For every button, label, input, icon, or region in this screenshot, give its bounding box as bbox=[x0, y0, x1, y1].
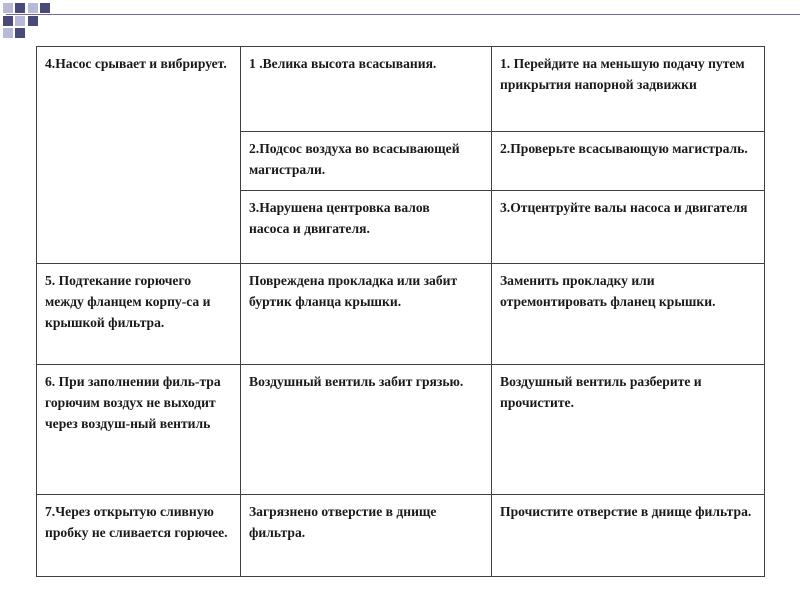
slide-decoration bbox=[0, 0, 800, 40]
table-row bbox=[37, 365, 765, 495]
table-cell-cause: 1 .Велика высота всасывания. bbox=[241, 47, 492, 132]
table-cell-fault: 4.Насос срывает и вибрирует. bbox=[37, 47, 241, 264]
decor-square bbox=[15, 16, 25, 26]
decor-square bbox=[28, 3, 38, 13]
decor-square bbox=[3, 3, 13, 13]
table-cell-remedy: 1. Перейдите на меньшую подачу путем прикрытия напорной задвижки bbox=[492, 47, 765, 132]
table-row bbox=[37, 264, 765, 365]
decor-square bbox=[15, 28, 25, 38]
table-cell-cause: Повреждена прокладка или забит буртик фланца крышки. bbox=[241, 264, 492, 365]
table-cell-remedy: Прочистите отверстие в днище фильтра. bbox=[492, 495, 765, 577]
table-cell-cause: 2.Подсос воздуха во всасывающей магистрали. bbox=[241, 132, 492, 191]
decor-square bbox=[40, 3, 50, 13]
decor-square bbox=[28, 16, 38, 26]
table-cell-fault: 5. Подтекание горючего между фланцем корпу-са и крышкой фильтра. bbox=[37, 264, 241, 365]
table-cell-remedy: 3.Отцентруйте валы насоса и двигателя bbox=[492, 191, 765, 264]
table-cell-fault: 6. При заполнении филь-тра горючим воздух не выходит через воздуш-ный вентиль bbox=[37, 365, 241, 495]
table-cell-cause: 3.Нарушена центровка валов насоса и двигателя. bbox=[241, 191, 492, 264]
table-cell-remedy: Заменить прокладку или отремонтировать фланец крышки. bbox=[492, 264, 765, 365]
decor-line bbox=[6, 14, 800, 15]
decor-square bbox=[3, 28, 13, 38]
troubleshooting-table bbox=[36, 46, 765, 577]
decor-square bbox=[3, 16, 13, 26]
table-cell-fault: 7.Через открытую сливную пробку не сливается горючее. bbox=[37, 495, 241, 577]
decor-square bbox=[15, 3, 25, 13]
table-cell-cause: Воздушный вентиль забит грязью. bbox=[241, 365, 492, 495]
table-row bbox=[37, 495, 765, 577]
table-cell-remedy: 2.Проверьте всасывающую магистраль. bbox=[492, 132, 765, 191]
table-cell-remedy: Воздушный вентиль разберите и прочистите. bbox=[492, 365, 765, 495]
table-cell-cause: Загрязнено отверстие в днище фильтра. bbox=[241, 495, 492, 577]
table-row bbox=[37, 47, 765, 132]
